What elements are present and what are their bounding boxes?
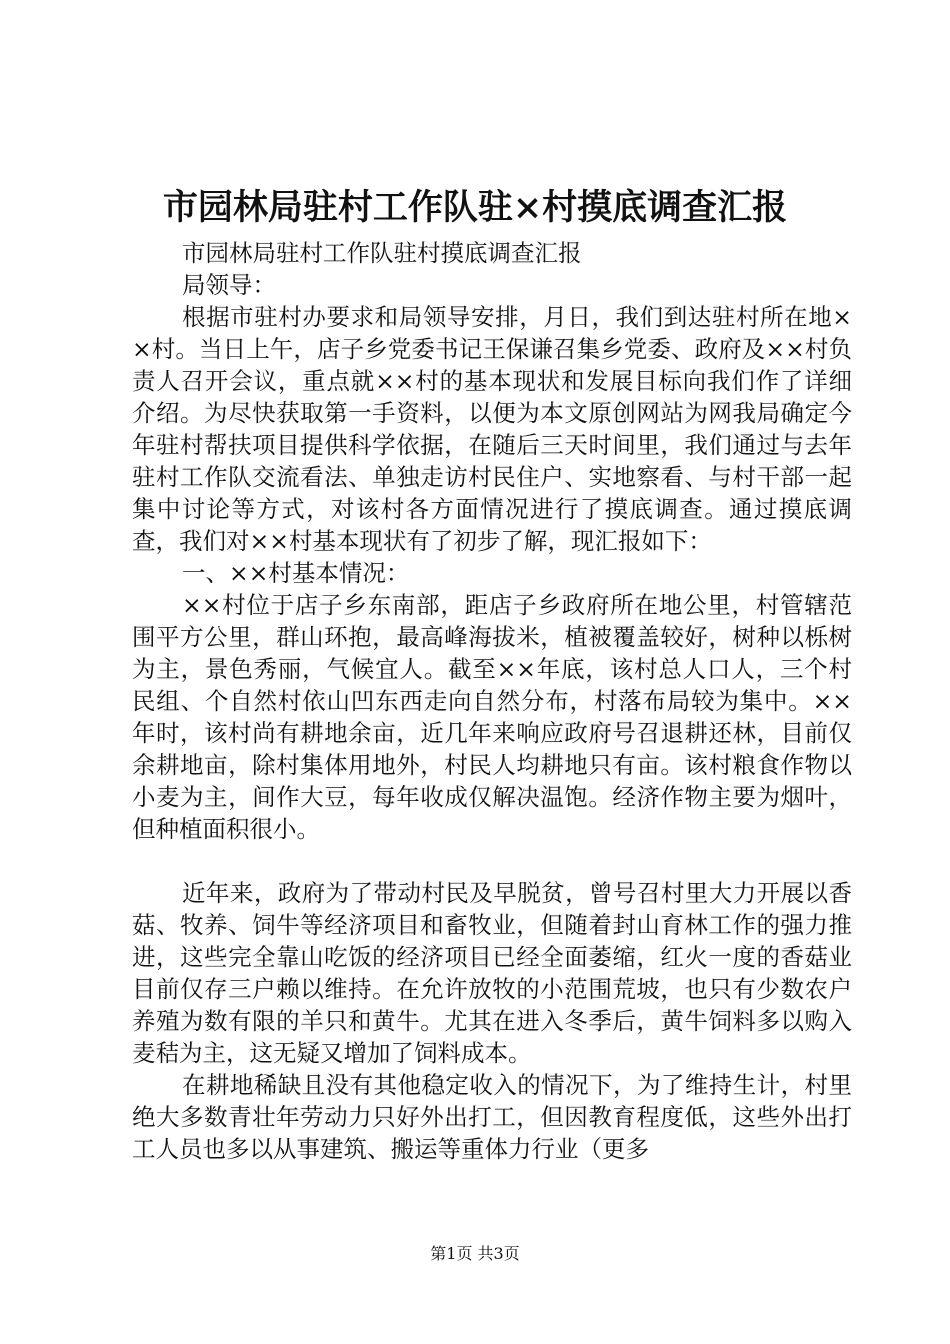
labor-paragraph: 在耕地稀缺且没有其他稳定收入的情况下，为了维持生计，村里绝大多数青壮年劳动力只好外出打工，但因教育程度低，这些外出打工人员也多以从事建筑、搬运等重体力行业（更多 [132,1071,852,1163]
page-footer: 第1页 共3页 [430,1244,520,1263]
page-title: 市园林局驻村工作队驻×村摸底调查汇报 [162,187,788,228]
intro-paragraph: 根据市驻村办要求和局领导安排，月日，我们到达驻村所在地××村。当日上午，店子乡党委书记王保谦召集乡党委、政府及××村负责人召开会议，重点就××村的基本现状和发展目标向我们作了详细介绍。为尽快获取第一手资料，以便为本文原创网站为网我局确定今年驻村帮扶项目提供科学依据，在随后三天时间里，我们通过与去年驻村工作队交流看法、单独走访村民住户、实地察看、与村干部一起集中讨论等方式，对该村各方面情况进行了摸底调查。通过摸底调查，我们对××村基本现状有了初步了解，现汇报如下： [132,303,852,555]
salutation-paragraph: 局领导： [182,271,276,299]
subtitle-paragraph: 市园林局驻村工作队驻村摸底调查汇报 [182,239,582,267]
economy-paragraph: 近年来，政府为了带动村民及早脱贫，曾号召村里大力开展以香菇、牧养、饲牛等经济项目和畜牧业，但随着封山育林工作的强力推进，这些完全靠山吃饭的经济项目已经全面萎缩，红火一度的香菇业目前仅存三户赖以维持。在允许放牧的小范围荒坡，也只有少数农户养殖为数有限的羊只和黄牛。尤其在进入冬季后，黄牛饲料多以购入麦秸为主，这无疑又增加了饲料成本。 [132,879,852,1067]
document-body [132,237,852,1165]
section-heading: 一、××村基本情况： [182,559,410,587]
village-overview-paragraph: ××村位于店子乡东南部，距店子乡政府所在地公里，村管辖范围平方公里，群山环抱，最高峰海拔米，植被覆盖较好，树种以栎树为主，景色秀丽，气候宜人。截至××年底，该村总人口人，三个村民组、个自然村依山凹东西走向自然分布，村落布局较为集中。××年时，该村尚有耕地余亩，近几年来响应政府号召退耕还林，目前仅余耕地亩，除村集体用地外，村民人均耕地只有亩。该村粮食作物以小麦为主，间作大豆，每年收成仅解决温饱。经济作物主要为烟叶，但种植面积很小。 [132,591,852,843]
